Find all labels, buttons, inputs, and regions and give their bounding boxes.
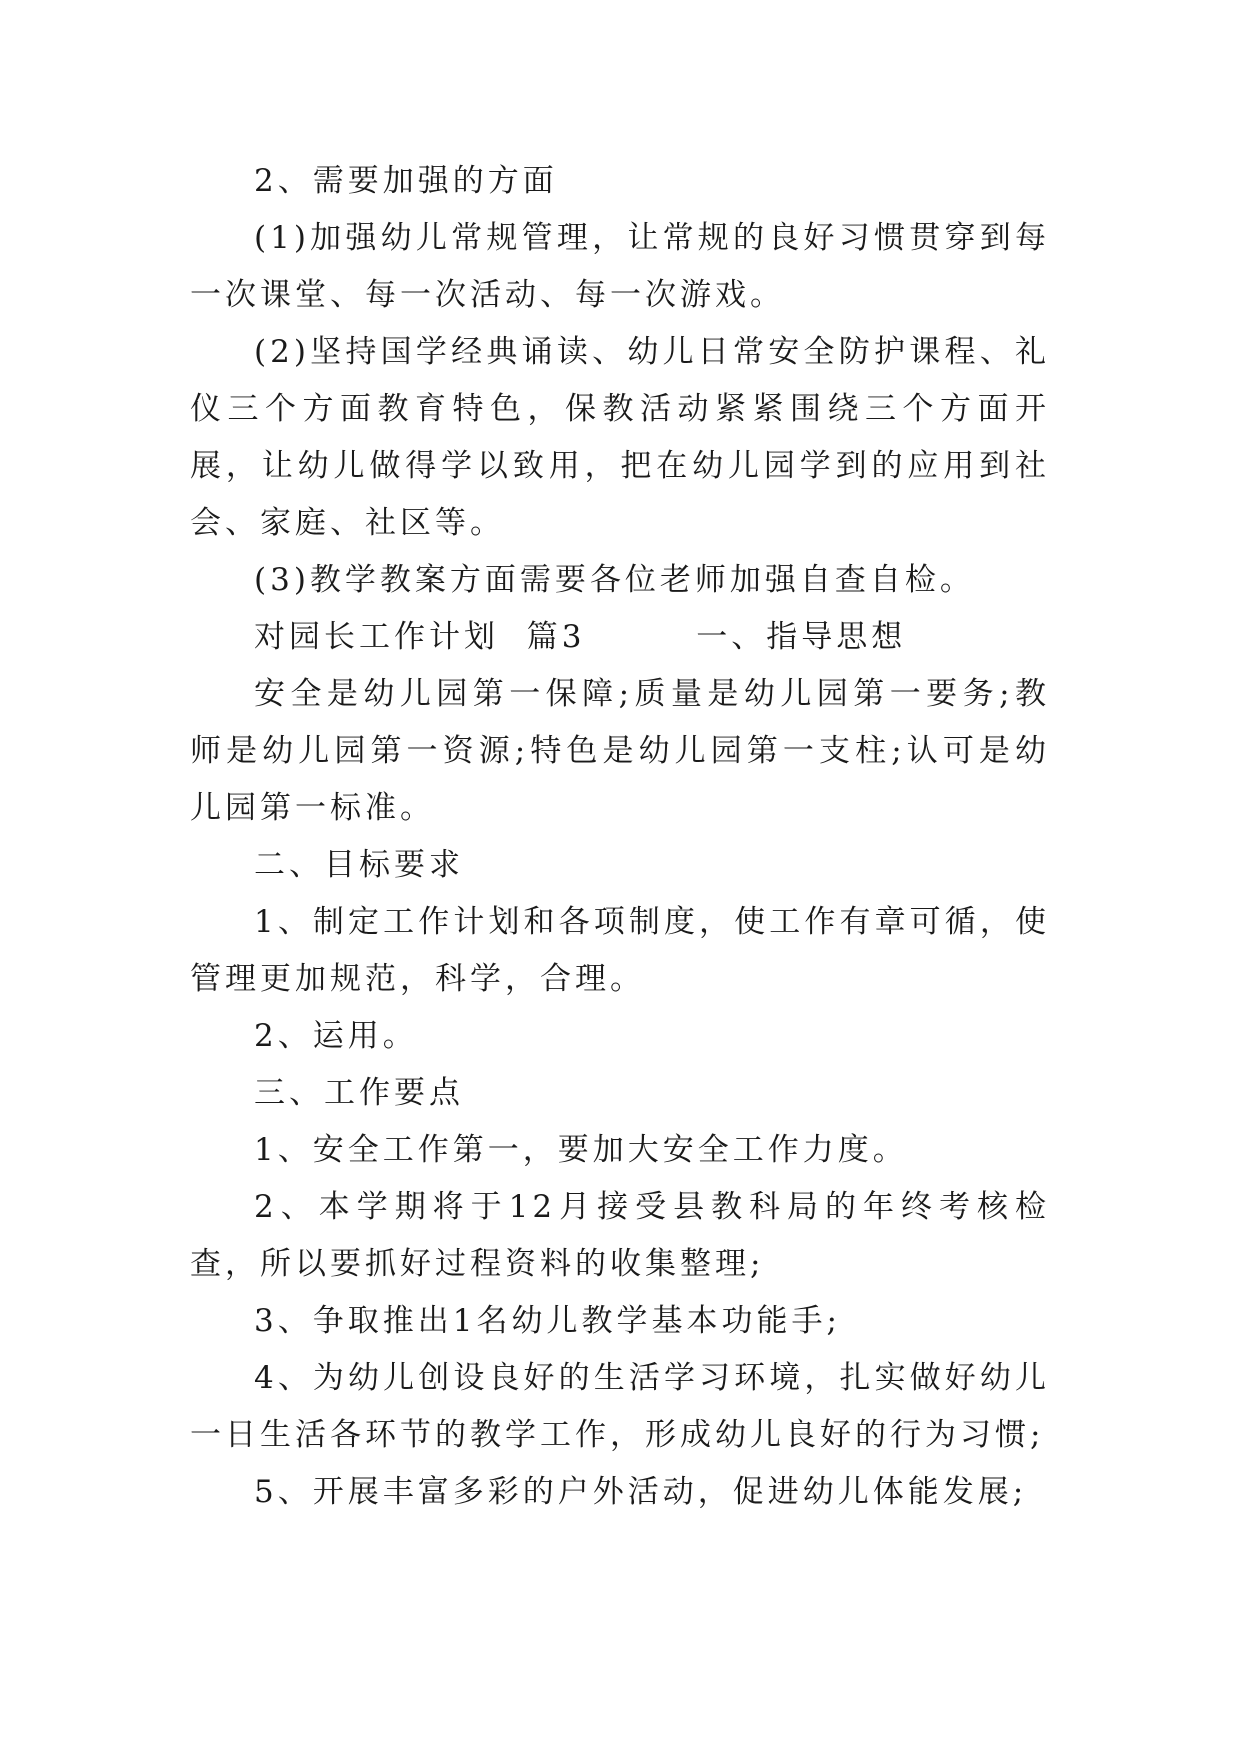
paragraph-guiding-thought: 安全是幼儿园第一保障;质量是幼儿园第一要务;教师是幼儿园第一资源;特色是幼儿园第一支柱;认可是幼儿园第一标准。: [190, 676, 1050, 826]
paragraph-item-1: (1)加强幼儿常规管理，让常规的良好习惯贯穿到每一次课堂、每一次活动、每一次游戏。: [190, 220, 1050, 313]
heading-key-points: 三、工作要点: [254, 1075, 464, 1111]
section-title: 对园长工作计划 篇3 一、指导思想: [254, 619, 907, 655]
paragraph-point-4: 4、为幼儿创设良好的生活学习环境，扎实做好幼儿一日生活各环节的教学工作，形成幼儿良好的行为习惯;: [190, 1360, 1050, 1453]
paragraph-item-3: (3)教学教案方面需要各位老师加强自查自检。: [254, 562, 975, 598]
paragraph-goal-1: 1、制定工作计划和各项制度，使工作有章可循，使管理更加规范，科学，合理。: [190, 904, 1050, 997]
paragraph-point-2: 2、本学期将于12月接受县教科局的年终考核检查，所以要抓好过程资料的收集整理;: [190, 1189, 1050, 1282]
heading-goals: 二、目标要求: [254, 847, 464, 883]
paragraph-goal-2: 2、运用。: [254, 1018, 418, 1054]
document-body: [190, 153, 1050, 1521]
paragraph-item-2: (2)坚持国学经典诵读、幼儿日常安全防护课程、礼仪三个方面教育特色，保教活动紧紧围绕三个方面开展，让幼儿做得学以致用，把在幼儿园学到的应用到社会、家庭、社区等。: [190, 334, 1050, 541]
paragraph-point-3: 3、争取推出1名幼儿教学基本功能手;: [254, 1303, 841, 1339]
paragraph-point-1: 1、安全工作第一，要加大安全工作力度。: [254, 1132, 908, 1168]
paragraph-point-5: 5、开展丰富多彩的户外活动，促进幼儿体能发展;: [254, 1474, 1028, 1510]
paragraph-strengthen-heading: 2、需要加强的方面: [254, 163, 558, 199]
